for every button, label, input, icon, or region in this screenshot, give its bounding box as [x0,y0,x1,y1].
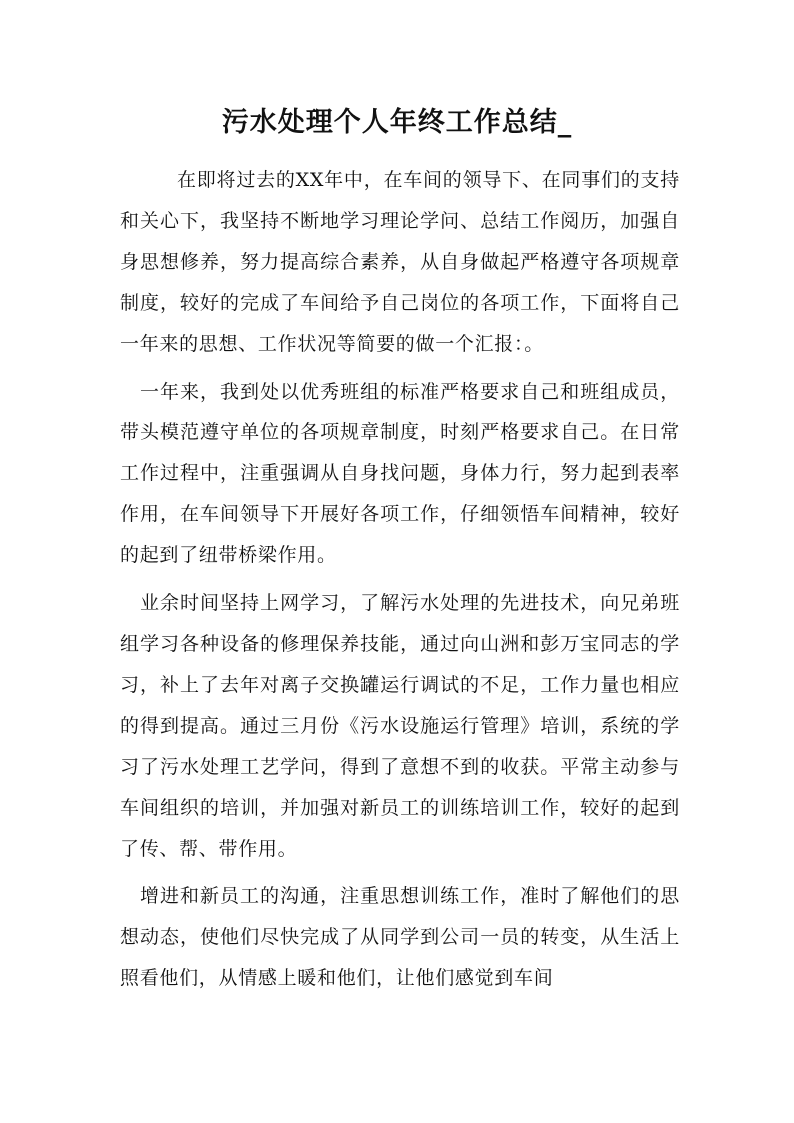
paragraph: 在即将过去的XX年中，在车间的领导下、在同事们的支持和关心下，我坚持不断地学习理论学问、总结工作阅历，加强自身思想修养，努力提高综合素养，从自身做起严格遵守各项规章制度，较好的完成了车间给予自己岗位的各项工作，下面将自己一年来的思想、工作状况等简要的做一个汇报：。 [120,169,680,355]
document-title: 污水处理个人年终工作总结_ [221,107,573,138]
paragraph: 增进和新员工的沟通，注重思想训练工作，准时了解他们的思想动态，使他们尽快完成了从同学到公司一员的转变，从生活上照看他们，从情感上暖和他们，让他们感觉到车间 [120,885,680,990]
paragraph: 业余时间坚持上网学习，了解污水处理的先进技术，向兄弟班组学习各种设备的修理保养技能，通过向山洲和彭万宝同志的学习，补上了去年对离子交换罐运行调试的不足，工作力量也相应的得到提高。通过三月份《污水设施运行管理》培训，系统的学习了污水处理工艺学问，得到了意想不到的收获。平常主动参与车间组织的培训，并加强对新员工的训练培训工作，较好的起到了传、帮、带作用。 [120,592,680,860]
paragraph: 一年来，我到处以优秀班组的标准严格要求自己和班组成员，带头模范遵守单位的各项规章制度，时刻严格要求自己。在日常工作过程中，注重强调从自身找问题，身体力行，努力起到表率作用，在车间领导下开展好各项工作，仔细领悟车间精神，较好的起到了纽带桥梁作用。 [120,380,680,567]
document-body [120,160,680,1006]
